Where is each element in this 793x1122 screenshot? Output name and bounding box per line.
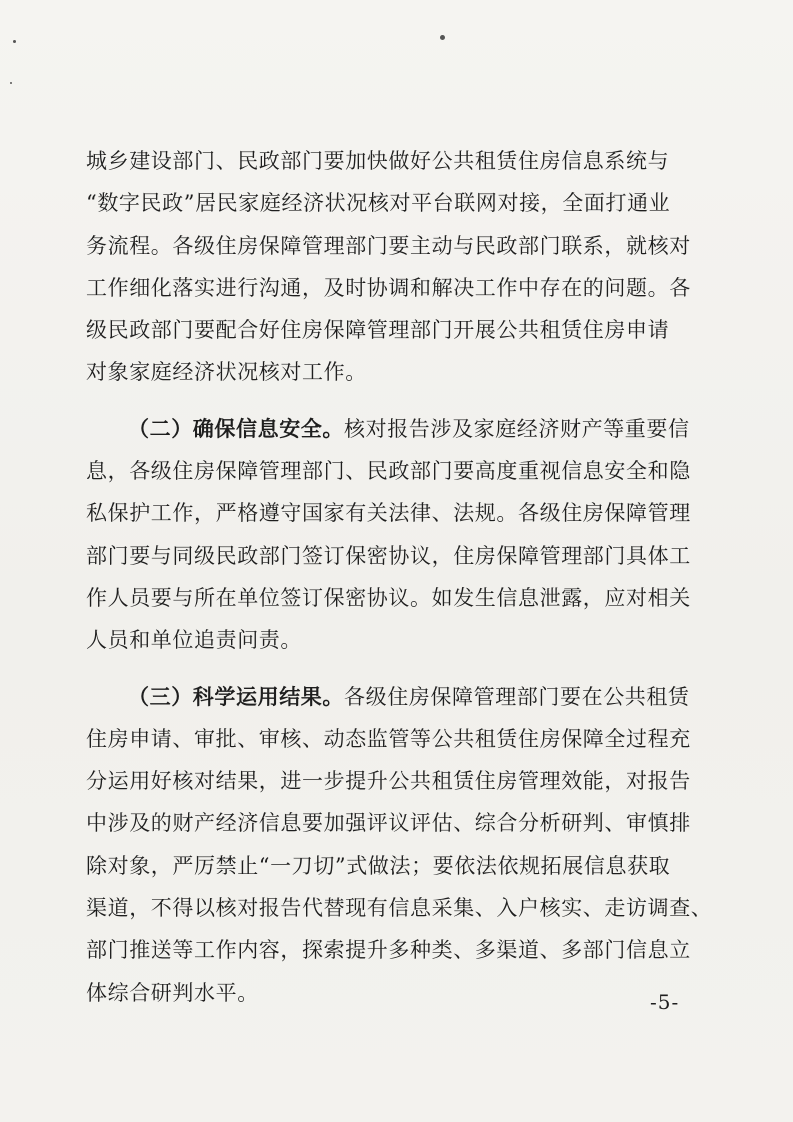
text-line: 私保护工作，严格遵守国家有关法律、法规。各级住房保障管理: [86, 501, 691, 526]
section-heading: （二）确保信息安全。: [128, 415, 344, 441]
paragraph-1: [86, 140, 691, 394]
text-line: 作人员要与所在单位签订保密协议。如发生信息泄露，应对相关: [86, 585, 691, 610]
text-line: 住房申请、审批、审核、动态监管等公共租赁住房保障全过程充: [86, 726, 691, 751]
text-line: 分运用好核对结果，进一步提升公共租赁住房管理效能，对报告: [86, 769, 691, 794]
text-line: 级民政部门要配合好住房保障管理部门开展公共租赁住房申请: [86, 318, 670, 343]
paragraph-3: [86, 676, 713, 1014]
paragraph-first-line: [86, 676, 690, 718]
text-line: 工作细化落实进行沟通，及时协调和解决工作中存在的问题。各: [86, 275, 691, 300]
text-line: 息，各级住房保障管理部门、民政部门要高度重视信息安全和隐: [86, 459, 691, 484]
text-line-rest: 核对报告涉及家庭经济财产等重要信: [344, 416, 690, 441]
text-line: “数字民政”居民家庭经济状况核对平台联网对接，全面打通业: [86, 191, 671, 216]
scan-speck-top: [440, 35, 445, 40]
text-line: 体综合研判水平。: [86, 980, 259, 1005]
text-line-rest: 各级住房保障管理部门要在公共租赁: [344, 684, 690, 709]
page-number: -5-: [650, 990, 680, 1014]
text-line: 务流程。各级住房保障管理部门要主动与民政部门联系，就核对: [86, 233, 691, 258]
text-line: 部门推送等工作内容，探索提升多种类、多渠道、多部门信息立: [86, 938, 691, 963]
scan-speck-left: [10, 82, 12, 84]
text-line: 对象家庭经济状况核对工作。: [86, 360, 367, 385]
text-line: 部门要与同级民政部门签订保密协议，住房保障管理部门具体工: [86, 543, 691, 568]
scan-speck-top-left: [13, 40, 16, 43]
paragraph-first-line: [86, 408, 690, 450]
body-text: [86, 140, 713, 1014]
text-line: 中涉及的财产经济信息要加强评议评估、综合分析研判、审慎排: [86, 811, 691, 836]
text-line: 人员和单位追责问责。: [86, 628, 302, 653]
text-line: 城乡建设部门、民政部门要加快做好公共租赁住房信息系统与: [86, 149, 670, 173]
text-line: 渠道，不得以核对报告代替现有信息采集、入户核实、走访调查、: [86, 896, 713, 921]
text-line: 除对象，严厉禁止“一刀切”式做法；要依法依规拓展信息获取: [86, 853, 671, 878]
section-heading: （三）科学运用结果。: [128, 683, 344, 709]
paragraph-2: [86, 408, 691, 662]
